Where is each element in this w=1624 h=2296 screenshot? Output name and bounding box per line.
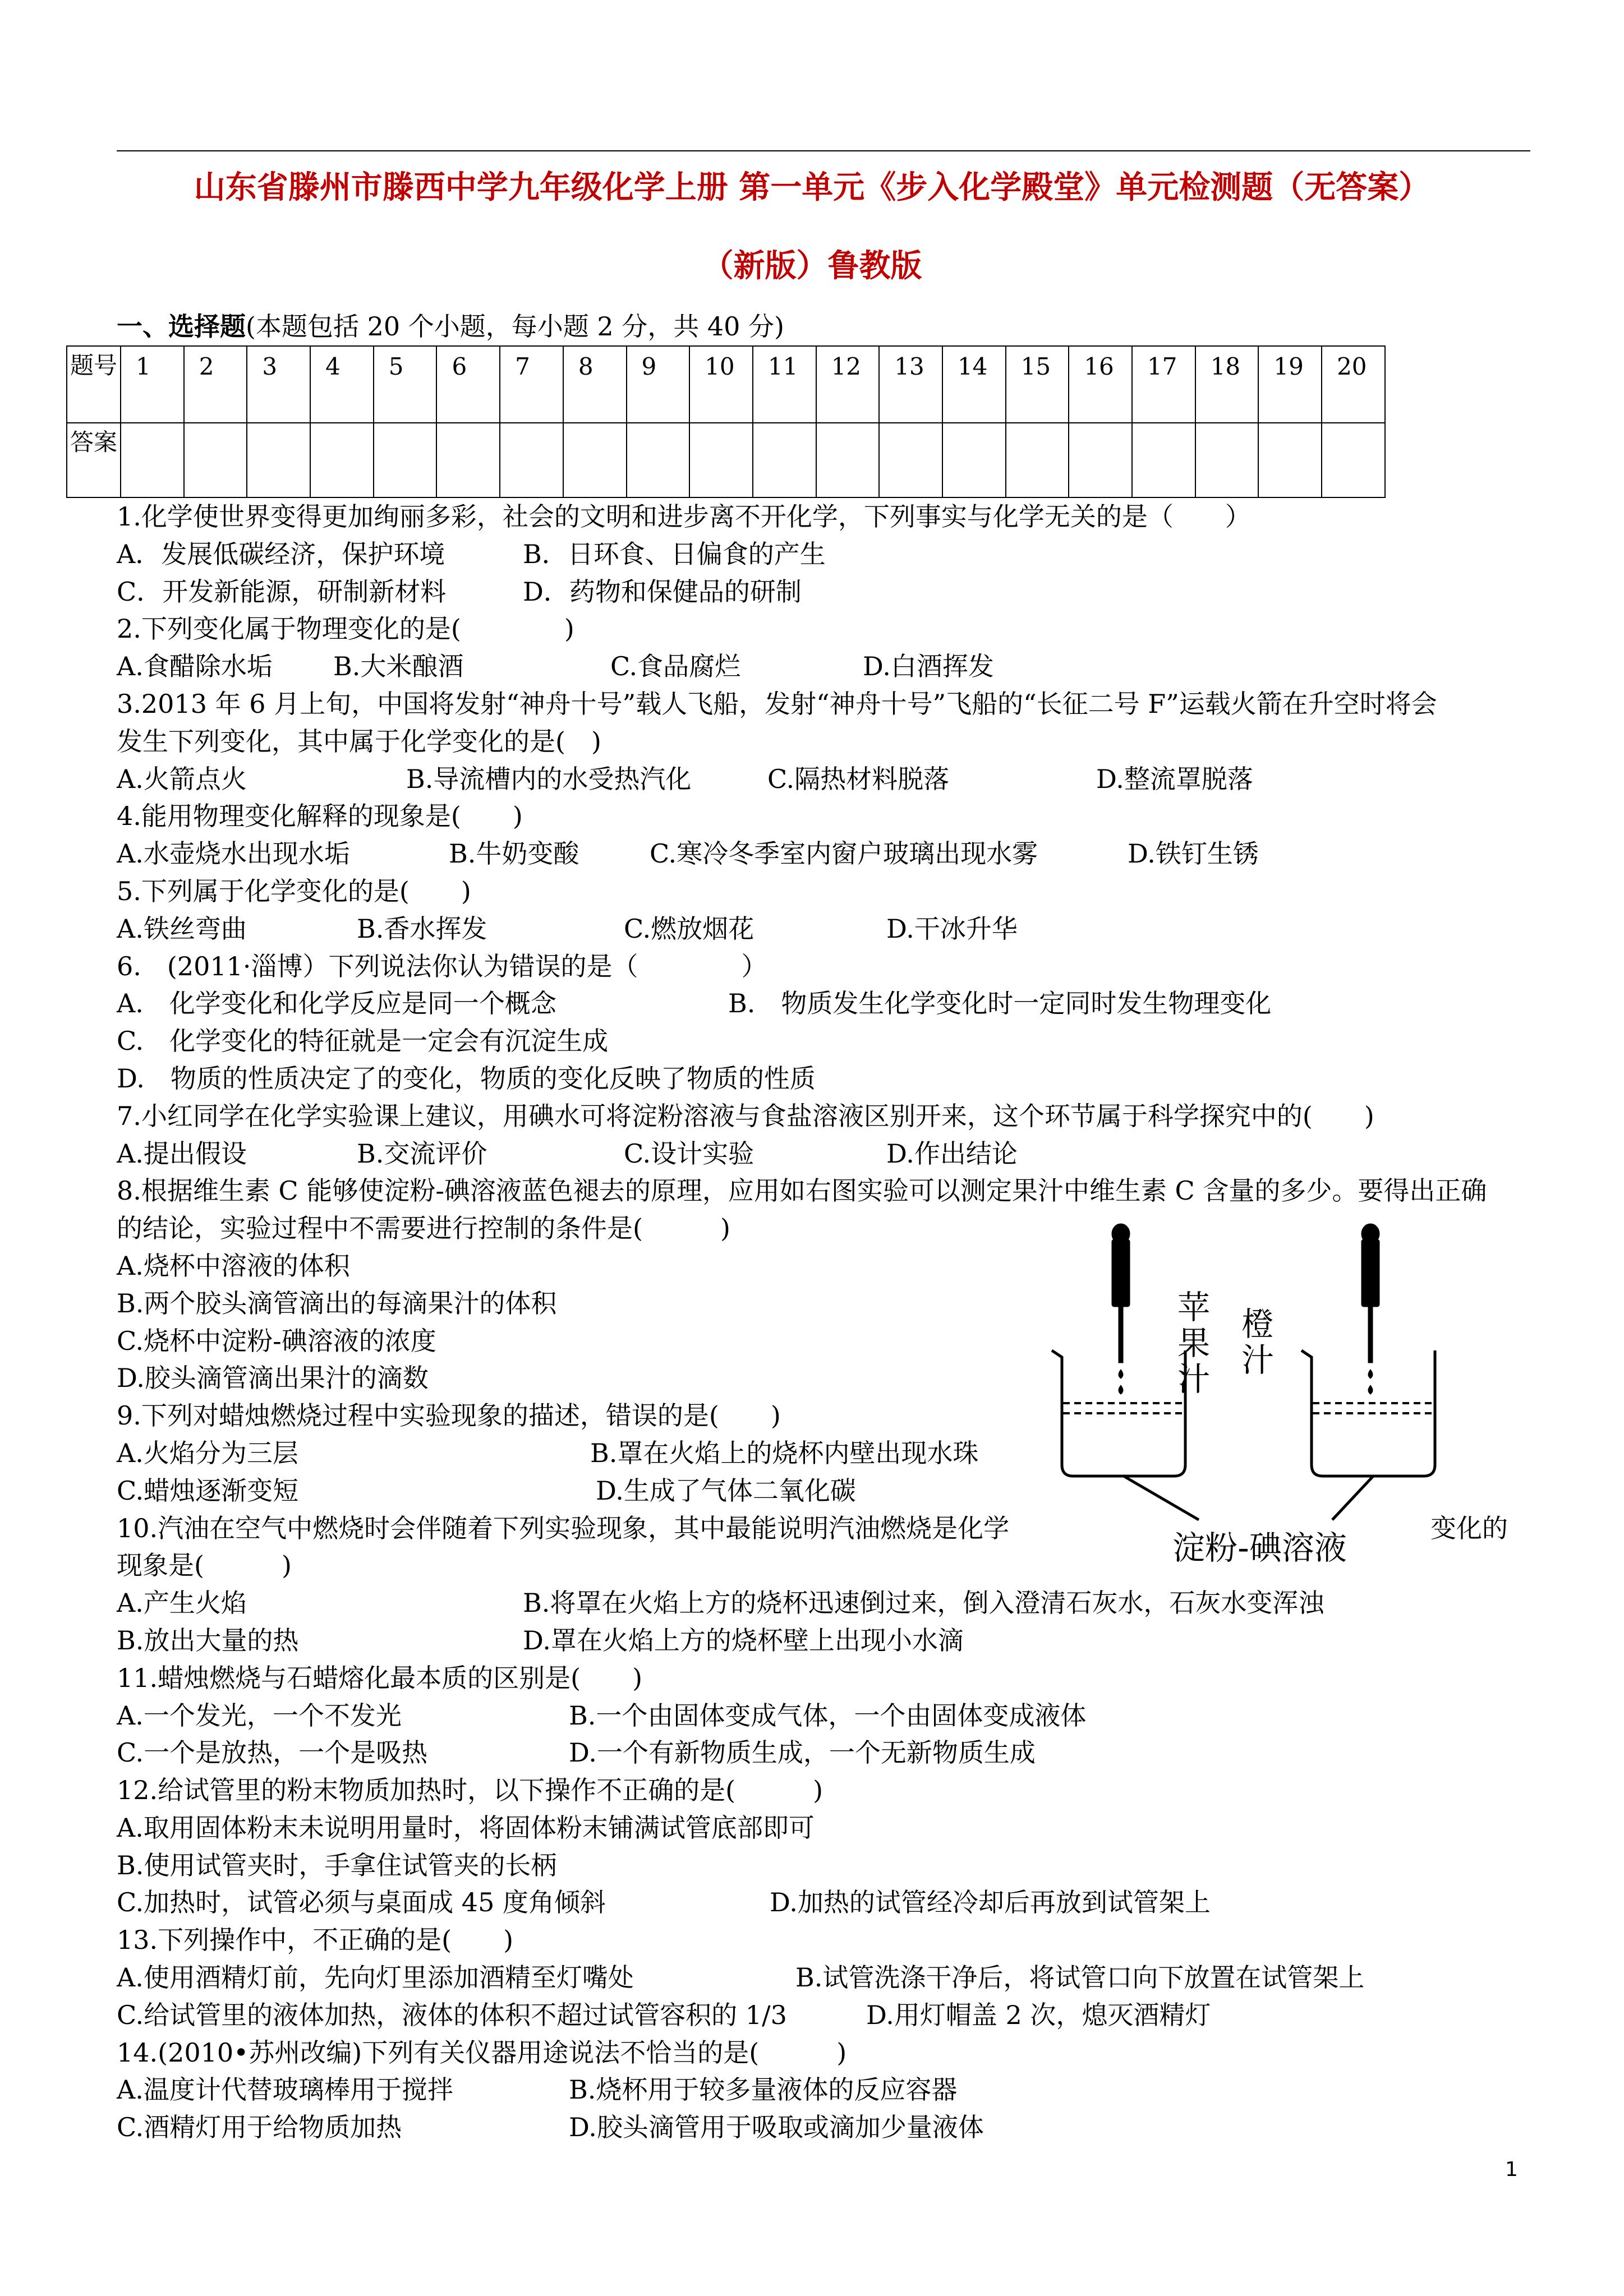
option-text: C.一个是放热，一个是吸热 [117,1737,428,1768]
question-text: 10.汽油在空气中燃烧时会伴随着下列实验现象，其中最能说明汽油燃烧是化学 [117,1513,1010,1543]
options-line [117,1959,1542,1997]
option-text: B．日环食、日偏食的产生 [523,538,826,569]
option-text: B.香水挥发 [357,913,487,944]
options-line [117,760,1542,798]
option-text: B.试管洗涤干净后，将试管口向下放置在试管架上 [795,1962,1365,1993]
section-heading [117,310,784,343]
option-text: A.提出假设 [117,1138,247,1169]
option-text: B.烧杯用于较多量液体的反应容器 [569,2074,958,2105]
row-label-question-number: 题号 [67,346,121,423]
option-text: B.罩在火焰上的烧杯内壁出现水珠 [590,1437,979,1468]
answer-cell[interactable] [879,423,942,497]
beaker-experiment-figure [1046,1223,1534,1582]
option-text: C.寒冷冬季室内窗户玻璃出现水雾 [650,838,1038,869]
answer-cell[interactable] [500,423,563,497]
question-stem [117,610,1542,648]
question-number-row [67,346,1385,423]
header-rule [117,150,1530,151]
option-text: B.将罩在火焰上方的烧杯迅速倒过来，倒入澄清石灰水，石灰水变浑浊 [523,1588,1324,1619]
document-title: 山东省滕州市滕西中学九年级化学上册 第一单元《步入化学殿堂》单元检测题（无答案） [194,169,1430,206]
question-number-cell: 5 [374,346,437,423]
options-line [117,536,1542,573]
option-text: D.白酒挥发 [863,651,994,682]
option-text: B. 物质发生化学变化时一定同时发生物理变化 [728,988,1272,1019]
question-text-end: 变化的 [1430,1513,1508,1543]
option-text: C.加热时，试管必须与桌面成 45 度角倾斜 [117,1887,606,1918]
option-text: A.使用酒精灯前，先向灯里添加酒精至灯嘴处 [117,1962,634,1993]
question-number-cell: 13 [879,346,942,423]
question-stem [117,498,1542,536]
question-number-cell: 7 [500,346,563,423]
option-text: D.铁钉生锈 [1128,838,1259,869]
option-text: D.生成了气体二氧化碳 [596,1475,856,1506]
option-text: B.大米酿酒 [333,651,464,682]
option-text: A.火焰分为三层 [117,1437,298,1468]
document-title-continued: （新版）鲁教版 [702,248,922,284]
question-number-cell: 18 [1195,346,1259,423]
option-text: D.干冰升华 [886,913,1018,944]
answer-cell[interactable] [1069,423,1132,497]
question-number-cell: 15 [1006,346,1069,423]
option-text: D.胶头滴管滴出果汁的滴数 [117,1363,429,1394]
option-text: D.胶头滴管用于吸取或滴加少量液体 [569,2112,984,2143]
option-text: D．药物和保健品的研制 [523,576,802,607]
option-text: A.取用固体粉末未说明用量时，将固体粉末铺满试管底部即可 [117,1812,815,1843]
option-text: A.一个发光，一个不发光 [117,1700,402,1731]
question-stem [117,2034,1542,2072]
options-line [117,1060,1542,1098]
options-line [117,985,1542,1022]
question-stem [117,1098,1542,1135]
option-text: D. 物质的性质决定了的变化，物质的变化反映了物质的性质 [117,1063,816,1094]
options-line [117,910,1542,948]
answer-cell[interactable] [374,423,437,497]
question-text: 现象是( ) [117,1550,292,1581]
question-text: 9.下列对蜡烛燃烧过程中实验现象的描述，错误的是( ) [117,1400,781,1431]
option-text: D.作出结论 [886,1138,1018,1169]
option-text: B.放出大量的热 [117,1625,299,1656]
question-stem [117,948,1542,985]
question-text: 14.(2010•苏州改编)下列有关仪器用途说法不恰当的是( ) [117,2037,847,2068]
question-number-cell: 4 [310,346,374,423]
options-line [117,573,1542,611]
question-text: 发生下列变化，其中属于化学变化的是( ) [117,726,601,757]
answer-cell[interactable] [1132,423,1195,497]
options-line [117,2071,1542,2109]
question-number-cell: 16 [1069,346,1132,423]
question-stem-continued [117,723,1542,760]
page-number: 1 [1505,2158,1518,2181]
option-text: D.整流罩脱落 [1096,763,1253,794]
options-line [117,1622,1542,1659]
option-text: C.燃放烟花 [624,913,755,944]
question-text: 的结论，实验过程中不需要进行控制的条件是( ) [117,1213,730,1244]
options-line [117,1847,1542,1884]
option-text: B.两个胶头滴管滴出的每滴果汁的体积 [117,1288,557,1318]
answer-cell[interactable] [1006,423,1069,497]
answer-cell[interactable] [942,423,1006,497]
right-dropper [1361,1224,1379,1394]
apple-juice-label: 苹果汁 [1172,1290,1210,1398]
option-text: A.温度计代替玻璃棒用于搅拌 [117,2074,453,2105]
options-line [117,1697,1542,1735]
question-stem [117,1172,1542,1210]
options-line [117,1884,1542,1921]
question-number-cell: 19 [1258,346,1322,423]
options-line [117,1809,1542,1847]
option-text: C.烧杯中淀粉-碘溶液的浓度 [117,1325,436,1356]
option-text: B.导流槽内的水受热汽化 [406,763,692,794]
answer-cell[interactable] [816,423,880,497]
option-text: C.给试管里的液体加热，液体的体积不超过试管容积的 1/3 [117,1999,787,2030]
answer-cell[interactable] [121,423,184,497]
options-line [117,1584,1542,1622]
answer-cell[interactable] [753,423,816,497]
answer-cell[interactable] [184,423,247,497]
section-heading-label: 一、选择题 [117,311,246,342]
question-number-cell: 20 [1322,346,1385,423]
section-heading-note: (本题包括 20 个小题，每小题 2 分，共 40 分) [246,311,784,342]
answer-row [67,423,1385,497]
options-line [117,1997,1542,2034]
options-line [117,1135,1542,1173]
option-text: C.蜡烛逐渐变短 [117,1475,299,1506]
question-number-cell: 2 [184,346,247,423]
question-stem [117,1921,1542,1959]
option-text: A．发展低碳经济，保护环境 [117,538,445,569]
question-text: 12.给试管里的粉末物质加热时，以下操作不正确的是( ) [117,1775,823,1806]
left-dropper [1112,1224,1130,1394]
row-label-answer: 答案 [67,423,121,497]
answer-cell[interactable] [436,423,500,497]
question-number-cell: 14 [942,346,1006,423]
question-text: 11.蜡烛燃烧与石蜡熔化最本质的区别是( ) [117,1662,643,1693]
question-stem [117,1772,1542,1809]
starch-iodine-solution-label: 淀粉-碘溶液 [1172,1529,1347,1567]
option-text: B.交流评价 [357,1138,487,1169]
option-text: B.一个由固体变成气体，一个由固体变成液体 [569,1700,1087,1731]
question-stem [117,797,1542,835]
question-text: 6. (2011·淄博）下列说法你认为错误的是（ ） [117,951,767,981]
question-stem [117,1659,1542,1697]
question-text: 2.下列变化属于物理变化的是( ) [117,614,574,644]
answer-cell[interactable] [1195,423,1259,497]
option-text: B.牛奶变酸 [449,838,579,869]
option-text: A.铁丝弯曲 [117,913,247,944]
option-text: D.一个有新物质生成，一个无新物质生成 [569,1737,1036,1768]
question-number-cell: 8 [563,346,627,423]
option-text: A.烧杯中溶液的体积 [117,1250,350,1281]
option-text: C．开发新能源，研制新材料 [117,576,447,607]
option-text: D.用灯帽盖 2 次，熄灭酒精灯 [866,1999,1211,2030]
question-text: 13.下列操作中，不正确的是( ) [117,1925,514,1956]
answer-cell[interactable] [1322,423,1385,497]
question-text: 8.根据维生素 C 能够使淀粉-碘溶液蓝色褪去的原理，应用如右图实验可以测定果汁中维生素 C 含量的多少。要得出正确 [117,1175,1487,1206]
options-line [117,648,1542,685]
options-line [117,2109,1542,2146]
answer-grid [66,345,1386,498]
question-text: 4.能用物理变化解释的现象是( ) [117,801,523,832]
question-number-cell: 10 [689,346,753,423]
orange-juice-label: 橙汁 [1236,1307,1274,1378]
option-text: D.罩在火焰上方的烧杯壁上出现小水滴 [523,1625,964,1656]
question-number-cell: 12 [816,346,880,423]
answer-cell[interactable] [563,423,627,497]
question-text: 5.下列属于化学变化的是( ) [117,875,471,906]
question-number-cell: 11 [753,346,816,423]
option-text: B.使用试管夹时，手拿住试管夹的长柄 [117,1850,557,1880]
answer-cell[interactable] [689,423,753,497]
solution-leader-line-right [1332,1476,1373,1520]
options-line [117,1734,1542,1772]
option-text: C. 化学变化的特征就是一定会有沉淀生成 [117,1026,609,1057]
question-text: 7.小红同学在化学实验课上建议，用碘水可将淀粉溶液与食盐溶液区别开来，这个环节属于科学探究中的( ) [117,1100,1374,1131]
option-text: A.产生火焰 [117,1588,247,1619]
options-line [117,1022,1542,1060]
question-number-cell: 17 [1132,346,1195,423]
question-number-cell: 6 [436,346,500,423]
option-text: C.食品腐烂 [610,651,741,682]
option-text: C.隔热材料脱落 [767,763,950,794]
option-text: A.水壶烧水出现水垢 [117,838,350,869]
question-number-cell: 3 [247,346,310,423]
option-text: C.设计实验 [624,1138,755,1169]
option-text: D.加热的试管经冷却后再放到试管架上 [770,1887,1211,1918]
options-line [117,835,1542,873]
answer-cell[interactable] [627,423,690,497]
answer-cell[interactable] [1258,423,1322,497]
question-text: 3.2013 年 6 月上旬，中国将发射“神舟十号”载人飞船，发射“神舟十号”飞船的“长征二号 F”运载火箭在升空时将会 [117,688,1437,719]
question-stem [117,685,1542,723]
option-text: A. 化学变化和化学反应是同一个概念 [117,988,556,1019]
option-text: C.酒精灯用于给物质加热 [117,2112,402,2143]
option-text: A.食醋除水垢 [117,651,273,682]
option-text: A.火箭点火 [117,763,247,794]
question-number-cell: 9 [627,346,690,423]
answer-cell[interactable] [247,423,310,497]
solution-leader-line-left [1124,1476,1199,1520]
question-text: 1.化学使世界变得更加绚丽多彩，社会的文明和进步离不开化学，下列事实与化学无关的是（ ） [117,501,1251,532]
question-stem [117,873,1542,910]
question-number-cell: 1 [121,346,184,423]
answer-cell[interactable] [310,423,374,497]
